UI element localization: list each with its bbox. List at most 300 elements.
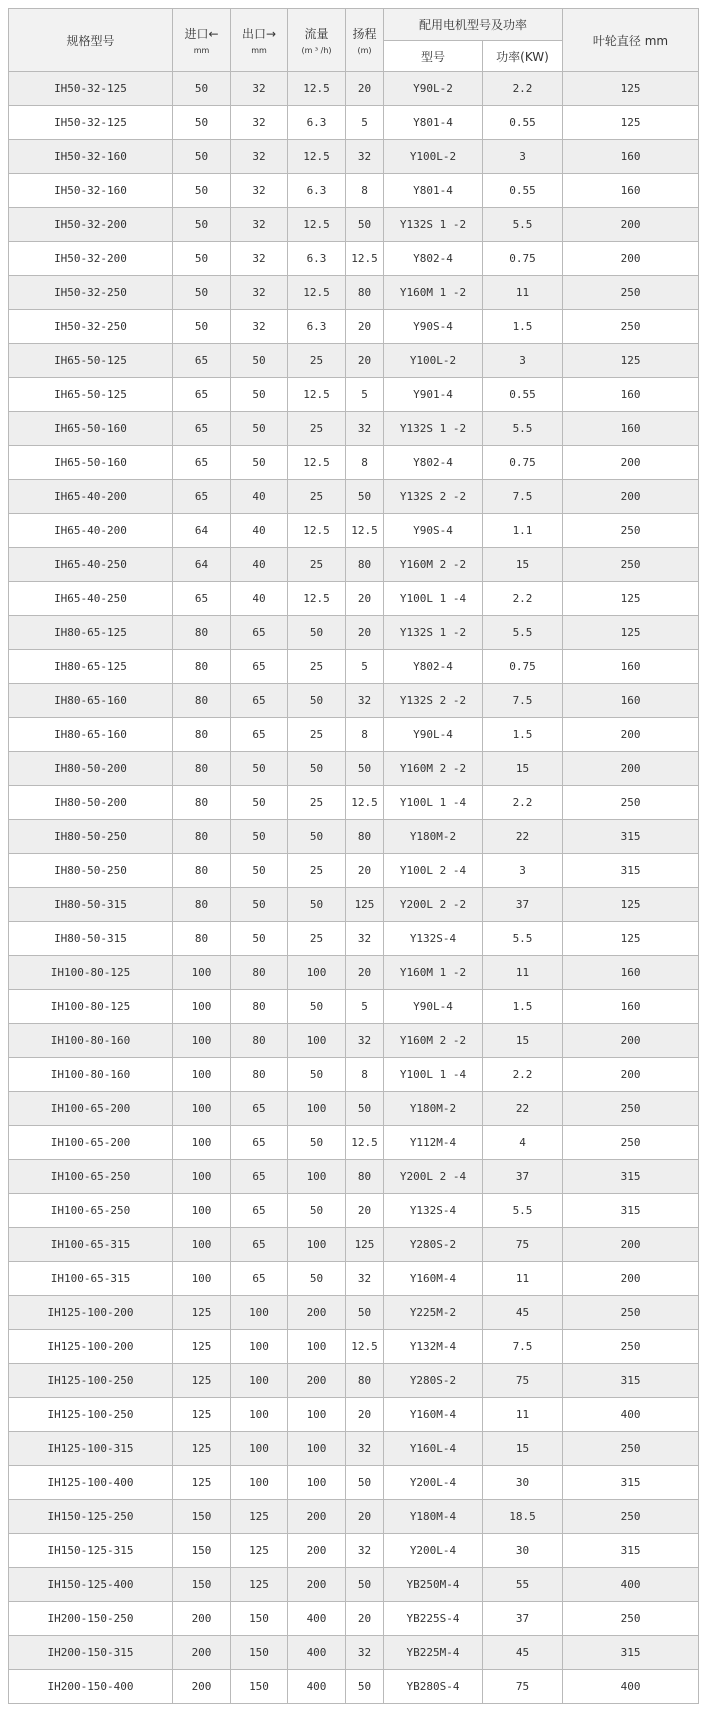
cell-impeller: 125 [563,344,699,378]
cell-impeller: 200 [563,1262,699,1296]
cell-model: IH80-65-125 [9,650,173,684]
cell-head: 80 [346,820,384,854]
cell-head: 80 [346,1160,384,1194]
cell-outlet: 50 [231,344,288,378]
cell-impeller: 315 [563,1194,699,1228]
cell-motor-model: Y90S-4 [384,514,483,548]
cell-impeller: 160 [563,990,699,1024]
table-row [9,1568,699,1602]
cell-flow: 12.5 [288,72,346,106]
cell-motor-model: Y180M-2 [384,1092,483,1126]
table-row [9,1500,699,1534]
cell-impeller: 200 [563,208,699,242]
cell-head: 8 [346,1058,384,1092]
cell-motor-model: Y112M-4 [384,1126,483,1160]
cell-motor-power: 5.5 [483,922,563,956]
cell-motor-model: Y90S-4 [384,310,483,344]
cell-model: IH80-50-315 [9,922,173,956]
cell-inlet: 200 [173,1636,231,1670]
cell-impeller: 125 [563,888,699,922]
cell-motor-power: 18.5 [483,1500,563,1534]
table-row [9,514,699,548]
cell-inlet: 65 [173,344,231,378]
cell-head: 20 [346,956,384,990]
cell-flow: 100 [288,956,346,990]
table-row [9,922,699,956]
cell-flow: 400 [288,1670,346,1704]
table-row [9,616,699,650]
cell-motor-model: Y180M-4 [384,1500,483,1534]
cell-flow: 100 [288,1398,346,1432]
cell-head: 5 [346,378,384,412]
cell-flow: 100 [288,1432,346,1466]
cell-model: IH200-150-250 [9,1602,173,1636]
cell-model: IH50-32-250 [9,276,173,310]
cell-motor-power: 0.75 [483,242,563,276]
cell-head: 20 [346,1398,384,1432]
cell-head: 50 [346,1092,384,1126]
cell-head: 20 [346,344,384,378]
cell-model: IH80-50-315 [9,888,173,922]
cell-impeller: 125 [563,106,699,140]
cell-inlet: 125 [173,1364,231,1398]
cell-model: IH50-32-125 [9,106,173,140]
table-row [9,1398,699,1432]
cell-model: IH80-50-200 [9,752,173,786]
cell-head: 8 [346,174,384,208]
cell-inlet: 80 [173,718,231,752]
cell-flow: 100 [288,1160,346,1194]
cell-model: IH50-32-125 [9,72,173,106]
cell-head: 80 [346,548,384,582]
cell-inlet: 125 [173,1466,231,1500]
cell-motor-power: 2.2 [483,786,563,820]
table-row [9,72,699,106]
cell-inlet: 64 [173,514,231,548]
cell-head: 12.5 [346,242,384,276]
cell-inlet: 50 [173,208,231,242]
cell-model: IH80-50-200 [9,786,173,820]
cell-head: 5 [346,650,384,684]
header-motor-model: 型号 [384,41,483,72]
cell-impeller: 200 [563,480,699,514]
cell-flow: 50 [288,1126,346,1160]
cell-motor-model: Y160M-4 [384,1398,483,1432]
table-row [9,106,699,140]
cell-motor-model: YB280S-4 [384,1670,483,1704]
cell-impeller: 160 [563,684,699,718]
cell-outlet: 32 [231,208,288,242]
cell-model: IH65-40-250 [9,548,173,582]
cell-inlet: 50 [173,140,231,174]
header-motor-group: 配用电机型号及功率 [384,9,563,41]
cell-motor-model: Y160M 2 -2 [384,1024,483,1058]
cell-head: 50 [346,1296,384,1330]
cell-model: IH50-32-250 [9,310,173,344]
pump-spec-table [8,8,699,1704]
cell-model: IH65-50-125 [9,344,173,378]
header-flow-unit: (m ³ /h) [301,46,332,55]
cell-impeller: 400 [563,1670,699,1704]
cell-flow: 12.5 [288,276,346,310]
cell-flow: 25 [288,922,346,956]
cell-head: 32 [346,922,384,956]
table-row [9,344,699,378]
cell-flow: 6.3 [288,106,346,140]
cell-motor-model: Y132S 1 -2 [384,616,483,650]
cell-impeller: 200 [563,752,699,786]
cell-outlet: 40 [231,548,288,582]
table-row [9,1160,699,1194]
cell-motor-model: Y100L 1 -4 [384,582,483,616]
cell-motor-power: 1.5 [483,990,563,1024]
cell-motor-model: Y132S-4 [384,922,483,956]
cell-outlet: 65 [231,1126,288,1160]
cell-inlet: 125 [173,1330,231,1364]
table-row [9,1670,699,1704]
header-inlet-unit: mm [193,46,210,55]
cell-impeller: 250 [563,1602,699,1636]
cell-inlet: 80 [173,888,231,922]
cell-model: IH125-100-200 [9,1330,173,1364]
cell-flow: 200 [288,1534,346,1568]
cell-inlet: 50 [173,72,231,106]
cell-impeller: 250 [563,1092,699,1126]
cell-head: 80 [346,276,384,310]
cell-model: IH65-40-250 [9,582,173,616]
table-row [9,786,699,820]
cell-outlet: 40 [231,582,288,616]
cell-inlet: 64 [173,548,231,582]
cell-outlet: 100 [231,1296,288,1330]
cell-motor-power: 5.5 [483,208,563,242]
cell-model: IH100-65-250 [9,1160,173,1194]
cell-outlet: 40 [231,480,288,514]
cell-head: 20 [346,582,384,616]
cell-outlet: 65 [231,1092,288,1126]
cell-outlet: 100 [231,1432,288,1466]
cell-flow: 50 [288,990,346,1024]
cell-flow: 100 [288,1092,346,1126]
cell-outlet: 50 [231,786,288,820]
cell-impeller: 400 [563,1568,699,1602]
cell-motor-model: Y901-4 [384,378,483,412]
cell-motor-model: Y801-4 [384,174,483,208]
cell-outlet: 65 [231,1262,288,1296]
cell-model: IH150-125-400 [9,1568,173,1602]
header-motor-power: 功率(KW) [483,41,563,72]
cell-flow: 50 [288,616,346,650]
cell-motor-model: Y100L 1 -4 [384,786,483,820]
cell-flow: 100 [288,1024,346,1058]
cell-inlet: 80 [173,684,231,718]
cell-outlet: 32 [231,310,288,344]
cell-motor-model: Y100L 1 -4 [384,1058,483,1092]
cell-motor-power: 0.75 [483,446,563,480]
cell-head: 50 [346,480,384,514]
cell-outlet: 32 [231,276,288,310]
table-row [9,1296,699,1330]
cell-model: IH65-40-200 [9,480,173,514]
table-row [9,1058,699,1092]
cell-impeller: 200 [563,446,699,480]
cell-head: 50 [346,208,384,242]
cell-impeller: 200 [563,718,699,752]
cell-inlet: 100 [173,1092,231,1126]
cell-inlet: 100 [173,990,231,1024]
cell-outlet: 65 [231,1228,288,1262]
cell-motor-power: 45 [483,1636,563,1670]
table-row [9,684,699,718]
cell-motor-power: 75 [483,1228,563,1262]
cell-motor-power: 3 [483,854,563,888]
cell-inlet: 50 [173,242,231,276]
cell-outlet: 80 [231,1024,288,1058]
cell-impeller: 125 [563,616,699,650]
cell-model: IH125-100-315 [9,1432,173,1466]
cell-head: 20 [346,854,384,888]
cell-inlet: 125 [173,1398,231,1432]
table-row [9,718,699,752]
table-row [9,548,699,582]
cell-impeller: 200 [563,1228,699,1262]
cell-model: IH100-80-160 [9,1058,173,1092]
cell-motor-power: 0.55 [483,378,563,412]
cell-model: IH125-100-200 [9,1296,173,1330]
cell-head: 50 [346,752,384,786]
cell-motor-model: Y802-4 [384,242,483,276]
cell-motor-model: Y132S 1 -2 [384,208,483,242]
cell-flow: 200 [288,1500,346,1534]
cell-inlet: 150 [173,1500,231,1534]
cell-head: 20 [346,72,384,106]
cell-motor-power: 7.5 [483,480,563,514]
cell-impeller: 315 [563,1364,699,1398]
table-row [9,1228,699,1262]
cell-outlet: 50 [231,820,288,854]
cell-impeller: 125 [563,922,699,956]
cell-motor-model: Y100L 2 -4 [384,854,483,888]
table-row [9,582,699,616]
cell-model: IH125-100-400 [9,1466,173,1500]
table-body [9,72,699,1704]
cell-impeller: 315 [563,1534,699,1568]
cell-inlet: 150 [173,1568,231,1602]
cell-motor-power: 15 [483,752,563,786]
cell-inlet: 80 [173,922,231,956]
table-row [9,1466,699,1500]
cell-head: 32 [346,412,384,446]
cell-inlet: 80 [173,820,231,854]
cell-inlet: 200 [173,1602,231,1636]
cell-motor-power: 2.2 [483,72,563,106]
cell-motor-power: 30 [483,1466,563,1500]
cell-outlet: 32 [231,106,288,140]
cell-head: 32 [346,1262,384,1296]
cell-model: IH125-100-250 [9,1398,173,1432]
table-row [9,820,699,854]
cell-model: IH100-80-125 [9,990,173,1024]
cell-head: 20 [346,1194,384,1228]
cell-inlet: 80 [173,854,231,888]
cell-head: 20 [346,310,384,344]
table-row [9,174,699,208]
cell-head: 20 [346,1602,384,1636]
cell-impeller: 250 [563,1500,699,1534]
table-row [9,888,699,922]
cell-head: 20 [346,1500,384,1534]
cell-impeller: 160 [563,650,699,684]
cell-model: IH65-50-125 [9,378,173,412]
cell-motor-power: 75 [483,1364,563,1398]
cell-impeller: 200 [563,1024,699,1058]
cell-model: IH100-80-160 [9,1024,173,1058]
cell-motor-power: 11 [483,956,563,990]
header-impeller: 叶轮直径 mm [563,9,699,72]
cell-motor-model: YB250M-4 [384,1568,483,1602]
cell-model: IH200-150-400 [9,1670,173,1704]
cell-motor-power: 1.5 [483,718,563,752]
cell-outlet: 125 [231,1534,288,1568]
cell-inlet: 100 [173,1228,231,1262]
cell-impeller: 160 [563,174,699,208]
cell-head: 5 [346,990,384,1024]
table-row [9,956,699,990]
cell-flow: 25 [288,344,346,378]
cell-outlet: 100 [231,1364,288,1398]
cell-model: IH50-32-200 [9,242,173,276]
cell-motor-model: Y802-4 [384,446,483,480]
cell-motor-model: Y280S-2 [384,1228,483,1262]
cell-flow: 12.5 [288,140,346,174]
cell-inlet: 80 [173,616,231,650]
cell-impeller: 250 [563,786,699,820]
cell-head: 50 [346,1568,384,1602]
cell-motor-power: 11 [483,1398,563,1432]
cell-inlet: 150 [173,1534,231,1568]
cell-model: IH80-65-160 [9,684,173,718]
cell-motor-power: 0.55 [483,106,563,140]
cell-inlet: 80 [173,752,231,786]
cell-inlet: 65 [173,378,231,412]
cell-model: IH80-50-250 [9,854,173,888]
cell-outlet: 50 [231,752,288,786]
cell-outlet: 32 [231,242,288,276]
cell-impeller: 250 [563,1330,699,1364]
cell-head: 12.5 [346,514,384,548]
cell-outlet: 65 [231,1160,288,1194]
cell-inlet: 100 [173,1262,231,1296]
cell-flow: 25 [288,650,346,684]
cell-model: IH80-50-250 [9,820,173,854]
cell-outlet: 125 [231,1568,288,1602]
cell-flow: 50 [288,888,346,922]
cell-motor-model: Y160L-4 [384,1432,483,1466]
cell-head: 20 [346,616,384,650]
cell-impeller: 315 [563,1466,699,1500]
cell-motor-power: 11 [483,276,563,310]
cell-flow: 50 [288,820,346,854]
cell-motor-power: 0.75 [483,650,563,684]
cell-model: IH65-40-200 [9,514,173,548]
cell-outlet: 150 [231,1602,288,1636]
cell-motor-model: YB225M-4 [384,1636,483,1670]
cell-impeller: 250 [563,1296,699,1330]
cell-outlet: 65 [231,684,288,718]
cell-motor-power: 22 [483,820,563,854]
cell-flow: 100 [288,1330,346,1364]
header-outlet-unit: mm [251,46,267,55]
cell-motor-power: 4 [483,1126,563,1160]
table-row [9,1194,699,1228]
cell-motor-model: YB225S-4 [384,1602,483,1636]
header-flow: 流量 (m ³ /h) [288,9,346,72]
cell-motor-power: 2.2 [483,582,563,616]
cell-flow: 400 [288,1602,346,1636]
table-row [9,1432,699,1466]
cell-motor-model: Y90L-4 [384,718,483,752]
cell-model: IH200-150-315 [9,1636,173,1670]
cell-motor-model: Y801-4 [384,106,483,140]
cell-motor-power: 55 [483,1568,563,1602]
cell-flow: 25 [288,548,346,582]
table-row [9,140,699,174]
cell-model: IH100-80-125 [9,956,173,990]
cell-model: IH65-50-160 [9,446,173,480]
cell-motor-power: 75 [483,1670,563,1704]
cell-motor-power: 0.55 [483,174,563,208]
cell-inlet: 80 [173,650,231,684]
cell-impeller: 125 [563,72,699,106]
cell-model: IH80-65-160 [9,718,173,752]
cell-motor-model: Y90L-2 [384,72,483,106]
cell-motor-power: 1.5 [483,310,563,344]
cell-outlet: 32 [231,174,288,208]
cell-model: IH125-100-250 [9,1364,173,1398]
cell-motor-model: Y132S 2 -2 [384,480,483,514]
cell-inlet: 100 [173,1058,231,1092]
cell-motor-model: Y200L 2 -4 [384,1160,483,1194]
cell-outlet: 80 [231,956,288,990]
cell-impeller: 250 [563,1126,699,1160]
cell-outlet: 50 [231,854,288,888]
cell-inlet: 125 [173,1296,231,1330]
cell-head: 5 [346,106,384,140]
cell-motor-power: 11 [483,1262,563,1296]
cell-impeller: 160 [563,956,699,990]
cell-inlet: 50 [173,310,231,344]
cell-motor-power: 1.1 [483,514,563,548]
cell-motor-model: Y132M-4 [384,1330,483,1364]
cell-model: IH100-65-200 [9,1126,173,1160]
cell-inlet: 50 [173,174,231,208]
cell-head: 80 [346,1364,384,1398]
cell-outlet: 80 [231,1058,288,1092]
table-row [9,412,699,446]
table-row [9,1602,699,1636]
cell-inlet: 100 [173,1160,231,1194]
cell-motor-model: Y132S-4 [384,1194,483,1228]
cell-model: IH150-125-315 [9,1534,173,1568]
cell-flow: 25 [288,786,346,820]
cell-flow: 100 [288,1228,346,1262]
cell-flow: 25 [288,854,346,888]
cell-outlet: 32 [231,72,288,106]
table-row [9,1330,699,1364]
cell-motor-power: 3 [483,140,563,174]
cell-motor-power: 37 [483,1160,563,1194]
cell-head: 32 [346,140,384,174]
